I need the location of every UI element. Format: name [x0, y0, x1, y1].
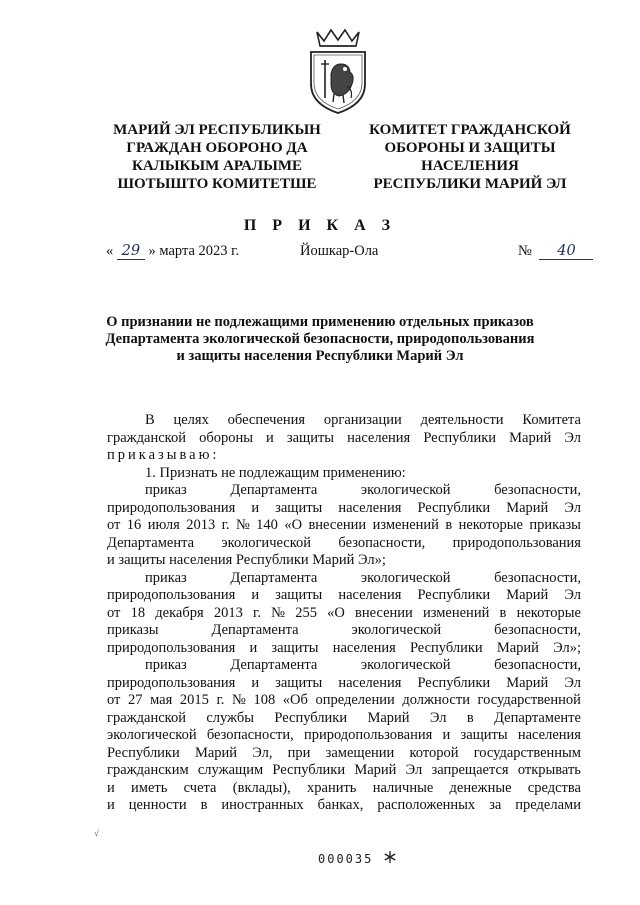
subject-line: Департамента экологической безопасности, природопользования [105, 331, 535, 347]
order-number [518, 243, 593, 260]
body-line [107, 570, 581, 588]
body-word: защиты [460, 727, 508, 743]
serial-stamp: 000035 [318, 852, 374, 866]
body-word: населения [338, 674, 402, 691]
body-word: № [235, 517, 250, 533]
coat-of-arms-icon [303, 24, 373, 116]
number-label: № [518, 243, 532, 259]
body-line: 1. Признать не подлежащим применению: [145, 464, 406, 481]
body-word: Эл [564, 587, 581, 603]
body-word: № [232, 692, 246, 708]
order-date [106, 243, 239, 260]
body-line [107, 780, 581, 798]
body-word: 255 [295, 604, 317, 621]
body-word: службы [206, 709, 255, 726]
body-word: иностранных [221, 797, 304, 813]
body-word: защиты [286, 429, 335, 446]
body-word: банках, [317, 797, 364, 813]
order-subject [90, 314, 550, 365]
body-word: Республики [417, 674, 491, 691]
body-word: внесении [308, 517, 367, 533]
body-word: Республики [274, 709, 348, 726]
body-word: приказ [145, 569, 187, 586]
body-word: защиты [275, 587, 323, 603]
body-line [107, 657, 581, 675]
body-word: некоторые [516, 604, 581, 621]
body-word: обороны [199, 429, 253, 446]
body-line [107, 622, 581, 640]
body-word: г. [221, 517, 230, 533]
subject-line: О признании не подлежащими применению отдельных приказов [106, 314, 534, 330]
header-left-line: МАРИЙ ЭЛ РЕСПУБЛИКЫН [113, 122, 321, 138]
body-word: за [489, 797, 502, 813]
body-word: пределами [515, 797, 581, 813]
body-word: 27 [128, 692, 143, 708]
body-word: Эл [564, 499, 581, 516]
body-word: служащим [197, 762, 264, 778]
body-line [107, 675, 581, 693]
body-word: Марий [354, 762, 397, 778]
body-word: замещении [325, 744, 395, 761]
body-word: Марий [506, 674, 549, 691]
body-word: Республики [272, 762, 346, 778]
body-word: обеспечения [227, 412, 306, 428]
body-word: 18 [130, 604, 146, 621]
body-word: населения [338, 587, 402, 603]
body-word: и [251, 587, 260, 603]
body-word: Эл [564, 674, 581, 691]
body-word: «Об [282, 692, 308, 708]
body-word: Марий [496, 639, 539, 656]
page-mark: √ [94, 828, 99, 838]
body-word: государственным [473, 744, 581, 761]
header-left-mari [92, 121, 342, 193]
body-word: 2013 [186, 517, 216, 533]
body-word: расположенных [377, 797, 476, 813]
body-line [107, 535, 581, 553]
body-line [107, 412, 581, 430]
body-word: Марий [194, 744, 238, 761]
body-word: Марий [509, 429, 552, 446]
body-word: безопасности, [494, 482, 581, 498]
body-word: природопользования [107, 499, 236, 516]
body-word: и [266, 429, 274, 446]
body-word: экологической [360, 657, 451, 673]
body-word: населения [347, 429, 411, 446]
body-word: в [499, 604, 507, 621]
body-word: Эл [405, 762, 423, 778]
body-word: хранить [307, 779, 357, 796]
body-word: Марий [367, 709, 410, 726]
order-body [107, 412, 581, 815]
body-word: «О [327, 604, 345, 621]
body-word: природопользования [452, 534, 581, 551]
body-word: защиты [275, 499, 323, 516]
body-word: 2015 [179, 692, 209, 708]
body-word: 108 [253, 692, 276, 708]
body-word: безопасности, [494, 622, 581, 638]
body-line [107, 692, 581, 710]
header-left-line: КАЛЫКЫМ АРАЛЫМЕ [131, 158, 303, 174]
body-word: Республики [417, 587, 491, 603]
body-word: Эл [429, 709, 447, 726]
header-right-line: ОБОРОНЫ И ЗАЩИТЫ [384, 140, 556, 156]
header-right-russian [345, 121, 595, 193]
body-word: запрещается [431, 762, 509, 778]
order-city: Йошкар-Ола [300, 243, 379, 259]
body-line [107, 587, 581, 605]
body-word: июля [147, 517, 180, 533]
body-word: определении [315, 692, 395, 708]
open-quote: « [106, 243, 114, 259]
body-word: безопасности, [338, 534, 426, 551]
body-word: средства [527, 779, 581, 796]
body-word: экологической [351, 622, 442, 638]
body-word: Марий [506, 587, 549, 603]
body-word: Департамента [211, 622, 299, 638]
subject-line: и защиты населения Республики Марий Эл [176, 348, 464, 364]
body-word: Эл»; [553, 639, 581, 656]
body-word: иметь [131, 779, 168, 796]
body-word: природопользования [107, 639, 236, 656]
body-word: Республики [423, 429, 497, 446]
body-word: Департамента [230, 482, 318, 498]
body-word: наличные [372, 779, 434, 796]
body-word: в [445, 517, 453, 533]
body-word: некоторые [458, 517, 523, 533]
body-word: защиты [275, 674, 323, 691]
header-right-line: НАСЕЛЕНИЯ [421, 158, 519, 174]
body-word: Департаменте [494, 709, 581, 726]
handwritten-day: 29 [117, 243, 145, 260]
handwritten-number: 40 [539, 243, 593, 260]
body-word: защиты [271, 639, 319, 656]
body-word: безопасности, [494, 657, 581, 673]
header-left-line: ШОТЫШТО КОМИТЕТШЕ [117, 176, 317, 192]
body-word: г. [253, 604, 261, 621]
body-word: в [466, 709, 474, 726]
body-line [107, 605, 581, 623]
body-word: гражданским [107, 762, 189, 778]
body-word: изменений [372, 517, 439, 533]
body-word: Республики [417, 499, 491, 516]
header-right-line: РЕСПУБЛИКИ МАРИЙ ЭЛ [373, 176, 567, 192]
body-word: мая [150, 692, 173, 708]
body-word: Департамента [230, 569, 318, 586]
body-word: Республики [107, 744, 180, 761]
body-word: от [107, 604, 121, 621]
body-word: внесении [355, 604, 413, 621]
body-word: экологической [221, 534, 312, 551]
body-word: Департамента [230, 657, 318, 673]
body-word: декабря [155, 604, 204, 621]
body-word: приказ [145, 657, 187, 673]
body-word: и [249, 639, 258, 656]
body-word: экологической [360, 569, 451, 586]
body-word: природопользования [303, 727, 433, 743]
order-title: П Р И К А З [243, 217, 397, 234]
body-word: государственной [477, 692, 581, 708]
body-word: Департамента [107, 534, 195, 551]
body-word: безопасности, [494, 569, 581, 586]
body-word: изменений [422, 604, 490, 621]
body-line: и защиты населения Республики Марий Эл»; [107, 552, 386, 568]
body-word: целях [173, 412, 209, 428]
body-word: гражданской [107, 429, 186, 446]
header-right-line: КОМИТЕТ ГРАЖДАНСКОЙ [369, 122, 571, 138]
body-word: № [271, 604, 285, 621]
body-word: должности [402, 692, 470, 708]
body-word: Эл, [252, 744, 273, 761]
body-line [107, 762, 581, 780]
body-word: от [107, 692, 121, 708]
body-word: Республики [409, 639, 483, 656]
body-line: приказываю: [107, 447, 220, 463]
body-word: и [442, 727, 451, 743]
body-word: г. [216, 692, 225, 708]
body-word: приказы [107, 622, 159, 638]
body-word: Марий [506, 499, 549, 516]
body-line [107, 517, 581, 535]
body-line [107, 640, 581, 658]
body-word: населения [517, 727, 581, 743]
body-word: 2013 [213, 604, 243, 621]
body-line [107, 710, 581, 728]
body-word: природопользования [107, 587, 236, 603]
body-word: и [107, 779, 115, 796]
body-line [107, 500, 581, 518]
body-word: В [145, 412, 155, 428]
body-word: (вклады), [232, 779, 291, 796]
body-word: денежные [449, 779, 512, 796]
body-word: гражданской [107, 709, 186, 726]
body-word: Комитета [522, 412, 581, 428]
body-word: счета [183, 779, 217, 796]
body-line [107, 797, 581, 815]
body-word: при [287, 744, 311, 761]
body-word: в [200, 797, 208, 813]
body-word: 16 [126, 517, 142, 533]
body-word: приказы [529, 517, 581, 533]
body-word: и [251, 499, 260, 516]
body-word: экологической [107, 727, 197, 743]
body-word: населения [338, 499, 402, 516]
body-word: экологической [360, 482, 451, 498]
body-line [107, 482, 581, 500]
body-word: «О [284, 517, 303, 533]
body-word: приказ [145, 482, 187, 498]
body-line [107, 727, 581, 745]
body-word: деятельности [420, 412, 504, 428]
body-line [107, 745, 581, 763]
body-word: которой [409, 744, 459, 761]
body-word: и [107, 797, 115, 813]
body-word: безопасности, [206, 727, 294, 743]
body-word: открывать [517, 762, 581, 778]
body-word: населения [332, 639, 396, 656]
body-word: от [107, 517, 121, 533]
body-word: Эл [564, 429, 581, 446]
body-line [107, 430, 581, 448]
body-word: ценности [128, 797, 187, 813]
body-word: 140 [256, 517, 278, 533]
body-word: и [251, 674, 260, 691]
header-left-line: ГРАЖДАН ОБОРОНО ДА [126, 140, 308, 156]
snowflake-icon [383, 850, 397, 864]
body-word: природопользования [107, 674, 236, 691]
date-rest: » марта 2023 г. [148, 243, 240, 259]
body-word: организации [323, 412, 402, 428]
